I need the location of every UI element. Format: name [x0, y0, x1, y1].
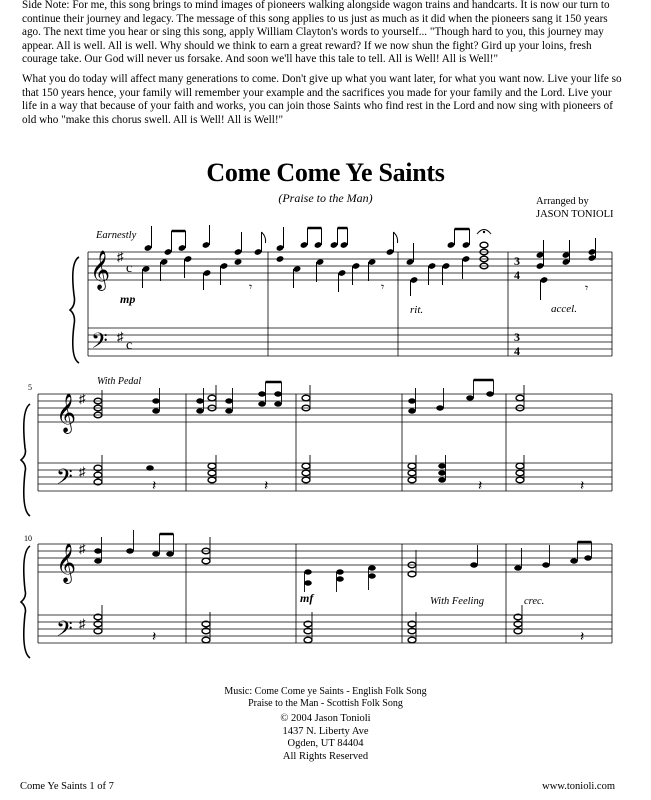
time-4-top: 4 — [514, 268, 520, 282]
dynamic-mp: mp — [120, 292, 136, 306]
music-credit-line-2: Praise to the Man - Scottish Folk Song — [248, 697, 403, 709]
accel-marking: accel. — [551, 303, 577, 315]
pedal-marking: With Pedal — [97, 376, 142, 387]
copyright-line: © 2004 Jason Tonioli — [280, 713, 371, 724]
bass-clef-icon-2: 𝄢 — [56, 465, 73, 494]
side-note-paragraph-1: Side Note: For me, this song brings to mind images of pioneers walking alongside wagon trains and handcarts. It is now our turn to continue their journey and legacy. The message of this song applies to us just as much as it did when the pioneers sang it 150 years ago. The next time you hear or sing this song, apply William Clayton's words to yourself... "Though hard to you, this journey may appear. All is well. All is well. Why should we think to earn a great reward? If we now shun the fight? Gird up your loins, fresh courage take. Our God will never us forsake. And soon we'll have this tale to tell. All is Well! All is Well!" — [22, 0, 610, 66]
quarter-rest-icon-2: 𝄽 — [264, 479, 269, 494]
treble-clef-icon: 𝄞 — [90, 252, 111, 289]
page-number: Come Ye Saints 1 of 7 — [20, 781, 114, 792]
notes-measure-4 — [536, 238, 597, 300]
key-sharp-icon-bass: ♯ — [117, 329, 124, 344]
treble-clef-icon-3: 𝄞 — [56, 545, 77, 582]
time-sig-treble: c — [126, 261, 133, 276]
song-subtitle: (Praise to the Man) — [278, 191, 373, 205]
quarter-rest-icon-3: 𝄽 — [478, 479, 483, 494]
measure-number-5: 5 — [28, 383, 32, 392]
time-3-bottom: 3 — [514, 330, 520, 344]
quarter-rest-icon-5: 𝄽 — [152, 630, 157, 645]
song-title: Come Come Ye Saints — [206, 158, 445, 187]
time-sig-bass: c — [126, 338, 133, 353]
bass-clef-icon: 𝄢 — [91, 329, 108, 358]
system-3 — [21, 530, 612, 658]
svg-text:𝄾: 𝄾 — [381, 280, 385, 294]
measure-number-10: 10 — [24, 534, 32, 543]
music-credits — [0, 686, 651, 709]
svg-text:𝄾: 𝄾 — [249, 280, 253, 294]
brace-1 — [70, 257, 79, 363]
rights-line: All Rights Reserved — [282, 750, 369, 762]
side-note-paragraph-2: What you do today will affect many generations to come. Don't give up what you want later, for what you want now. Live your life so that 150 years hence, your family will remember your example and the sacrifices you made for your family and the Lord. Live your life in a way that because of your faith and works, you can join those Saints who find rest in the Lord and now sing with pioneers of old who "make this chorus swell. All is Well! All is Well!" — [22, 73, 622, 126]
website-link[interactable]: www.tonioli.com — [542, 781, 615, 792]
key-sharp-icon-bass-3: ♯ — [79, 616, 86, 631]
dynamic-mf: mf — [300, 591, 314, 605]
arranger-name: JASON TONIOLI — [536, 209, 614, 220]
filled-notes-system-2 — [146, 391, 494, 470]
rit-marking: rit. — [410, 304, 424, 316]
arranged-by-label: Arranged by — [536, 196, 589, 207]
time-4-bottom: 4 — [514, 344, 520, 358]
key-sharp-icon-2: ♯ — [79, 391, 86, 406]
quarter-rest-icon-4: 𝄽 — [580, 479, 585, 494]
fermata-icon — [483, 231, 485, 233]
music-credit-line-1: Music: Come Come ye Saints - English Folk Song — [224, 686, 427, 697]
svg-text:𝄾: 𝄾 — [585, 281, 589, 295]
address-line-2: Ogden, UT 84404 — [287, 738, 364, 749]
tempo-marking: Earnestly — [96, 230, 137, 241]
address-line-1: 1437 N. Liberty Ave — [282, 725, 369, 737]
key-sharp-icon: ♯ — [117, 249, 124, 264]
notes-measure-2 — [276, 227, 398, 294]
key-sharp-icon-3: ♯ — [79, 541, 86, 556]
system-2 — [21, 380, 612, 516]
expression-with-feeling: With Feeling — [430, 596, 484, 607]
copyright-block — [0, 713, 651, 763]
treble-clef-icon-2: 𝄞 — [56, 395, 77, 432]
expression-crec: crec. — [524, 596, 545, 607]
bass-clef-icon-3: 𝄢 — [56, 617, 73, 646]
quarter-rest-icon-6: 𝄽 — [580, 630, 585, 645]
time-3-top: 3 — [514, 254, 520, 268]
notes-measure-3 — [406, 229, 491, 296]
system-1 — [70, 225, 612, 387]
key-sharp-icon-bass-2: ♯ — [79, 464, 86, 479]
notes-measure-1 — [142, 225, 266, 294]
quarter-rest-icon: 𝄽 — [152, 479, 157, 494]
